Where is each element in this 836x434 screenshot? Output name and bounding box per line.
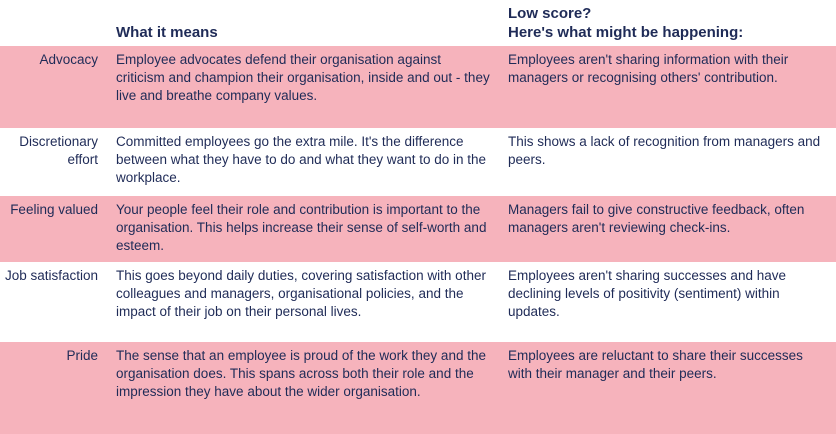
header-low-score-line1: Low score?	[508, 5, 592, 22]
header-low-score-line2: Here's what might be happening:	[508, 24, 744, 41]
row-meaning: Committed employees go the extra mile. It's the difference between what they have to do and what they want to do in the workplace.	[116, 134, 487, 185]
row-label: Discretionary effort	[19, 134, 98, 167]
table-row-advocacy	[0, 46, 836, 128]
row-label: Feeling valued	[10, 202, 98, 217]
row-meaning: The sense that an employee is proud of the work they and the organisation does. This spans across both their role and the impression they have about the wider organisation.	[116, 348, 486, 399]
row-low-score: Employees aren't sharing successes and have declining levels of positivity (sentiment) within updates.	[508, 268, 786, 319]
table-header	[0, 0, 836, 46]
row-meaning: This goes beyond daily duties, covering satisfaction with other colleagues and managers, organisational policies, and the impact of their job on their personal lives.	[116, 268, 486, 319]
table-row-discretionary-effort	[0, 128, 836, 196]
row-low-score: Employees aren't sharing information with their managers or recognising others' contribution.	[508, 52, 789, 85]
table-row-feeling-valued	[0, 196, 836, 262]
row-low-score: Employees are reluctant to share their successes with their manager and their peers.	[508, 348, 803, 381]
header-what-it-means: What it means	[116, 24, 218, 41]
row-label: Advocacy	[39, 52, 98, 67]
row-low-score: Managers fail to give constructive feedback, often managers aren't reviewing check-ins.	[508, 202, 805, 235]
row-low-score: This shows a lack of recognition from managers and peers.	[508, 134, 821, 167]
row-meaning: Your people feel their role and contribution is important to the organisation. This helps increase their sense of self-worth and esteem.	[116, 202, 487, 253]
header-low-score	[508, 4, 743, 42]
row-meaning: Employee advocates defend their organisation against criticism and champion their organisation, inside and out - they live and breathe company values.	[116, 52, 490, 103]
table-row-pride	[0, 342, 836, 434]
row-label: Job satisfaction	[4, 268, 98, 283]
table-row-job-satisfaction	[0, 262, 836, 342]
row-label: Pride	[66, 348, 98, 363]
